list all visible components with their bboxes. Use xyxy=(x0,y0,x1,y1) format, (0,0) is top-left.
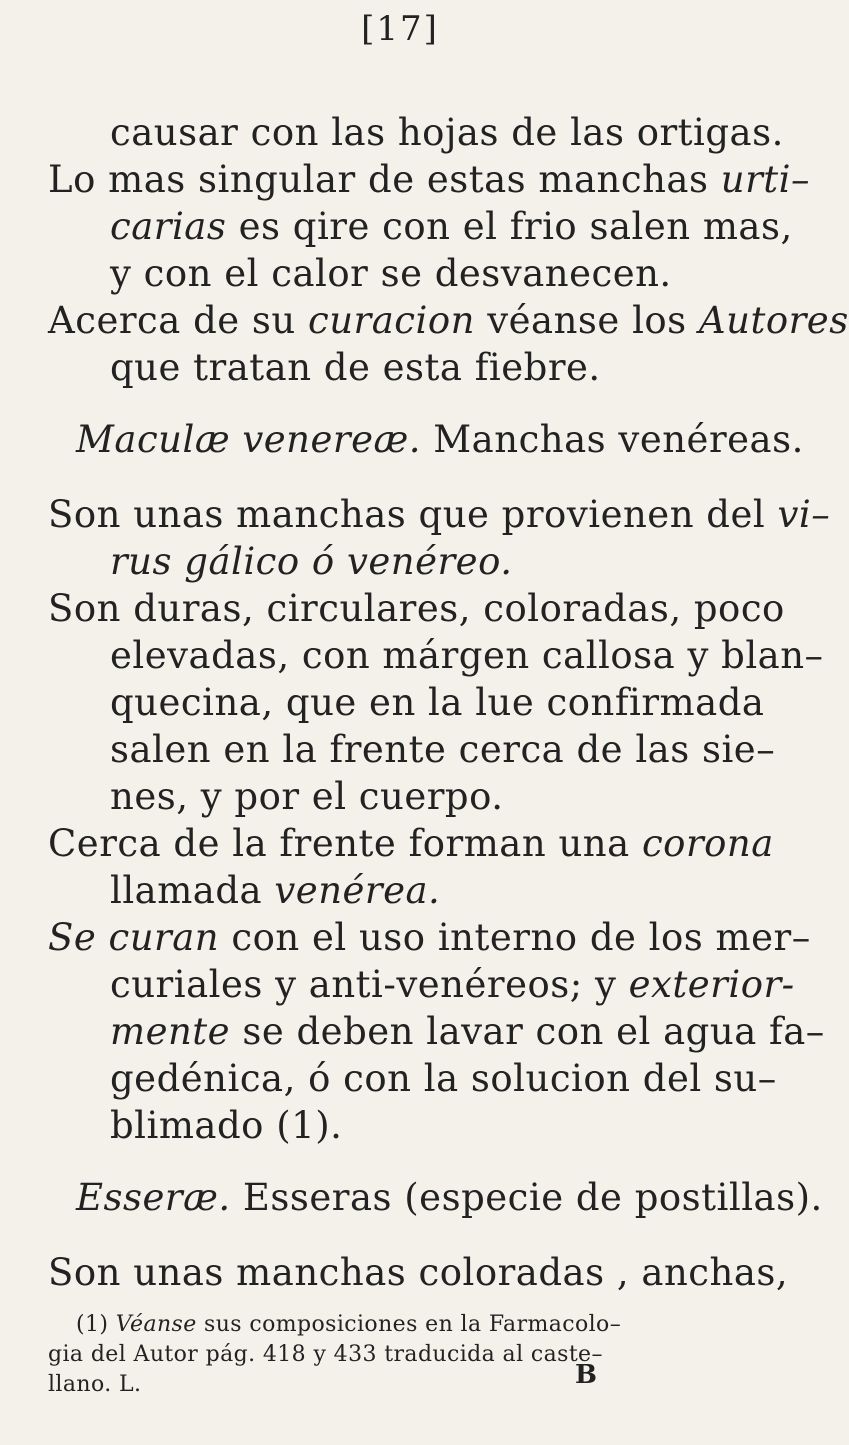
text-line: que tratan de esta fiebre. xyxy=(110,346,601,389)
text-line: quecina, que en la lue confirmada xyxy=(110,681,765,724)
text-line: Son duras, circulares, coloradas, poco xyxy=(48,587,785,630)
page-number: [17] xyxy=(361,9,439,49)
text-line: mente se deben lavar con el agua fa– xyxy=(110,1010,825,1053)
text-line: curiales y anti-venéreos; y exterior- xyxy=(110,963,795,1006)
text-line: Se curan con el uso interno de los mer– xyxy=(48,916,811,959)
text-line: Cerca de la frente forman una corona xyxy=(48,822,774,865)
section-heading: Esseræ. Esseras (especie de postillas). xyxy=(76,1176,823,1219)
text-line: y con el calor se desvanecen. xyxy=(110,252,672,295)
signature-mark: B xyxy=(575,1360,597,1390)
text-line: Son unas manchas que provienen del vi– xyxy=(48,493,831,536)
text-line: carias es qire con el frio salen mas, xyxy=(110,205,793,248)
text-line: elevadas, con márgen callosa y blan– xyxy=(110,634,824,677)
text-line: Acerca de su curacion véanse los Autores xyxy=(48,299,849,342)
text-line: blimado (1). xyxy=(110,1104,343,1147)
text-line: gedénica, ó con la solucion del su– xyxy=(110,1057,777,1100)
text-line: llamada venérea. xyxy=(110,869,441,912)
footnote-line: (1) Véanse sus composiciones en la Farmacolo– xyxy=(76,1312,622,1337)
text-line: causar con las hojas de las ortigas. xyxy=(110,111,784,154)
text-line: nes, y por el cuerpo. xyxy=(110,775,504,818)
text-line: Lo mas singular de estas manchas urti– xyxy=(48,158,810,201)
text-line: salen en la frente cerca de las sie– xyxy=(110,728,776,771)
text-line: rus gálico ó venéreo. xyxy=(110,540,513,583)
text-line: Son unas manchas coloradas , anchas, xyxy=(48,1251,789,1294)
footnote-line: gia del Autor pág. 418 y 433 traducida al caste– xyxy=(48,1342,603,1367)
section-heading: Maculæ venereæ. Manchas venéreas. xyxy=(76,418,804,461)
footnote-line: llano. L. xyxy=(48,1372,142,1397)
